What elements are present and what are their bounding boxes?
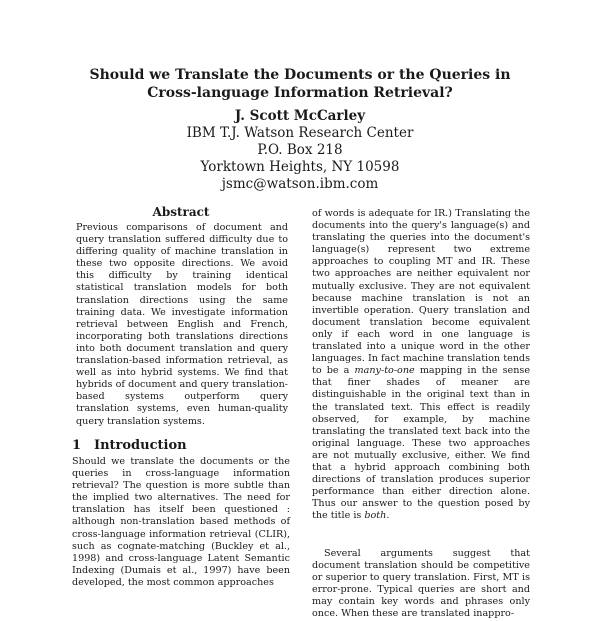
title-line-2: Cross-language Information Retrieval? [147,85,453,101]
abstract-text: Previous comparisons of document and query translation suffered difficulty due to differing quality of machine translation in these two opposite directions. We avoid this difficulty by training identical statistical translation models for both translation directions using the same training data. We investigate information retrieval between English and French, incorporating both translations directions into both document translation and query translation-based information retrieval, as well as into hybrid systems. We find that hybrids of document and query translation-based systems outperform query translation systems, even human-quality query translation systems. [76,222,288,427]
right-column-paragraph-2: Several arguments suggest that document translation should be competitive or superior to query translation. First, MT is error-prone. Typical queries are short and may contain key words and phrases only once. When these are translated inappro- [312,548,530,620]
paper-title [0,66,600,102]
intro-text: Should we translate the documents or the queries in cross-language information retrieval? The question is more subtle than the implied two alternatives. The need for translation has itself been questioned : although non-translation based methods of cross-language information retrieval (CLIR), such as cognate-matching (Buckley et al., 1998) and cross-language Latent Semantic Indexing (Dumais et al., 1997) have been developed, the most common approaches [72,456,290,588]
title-line-1: Should we Translate the Documents or the Queries in [89,67,511,83]
author-block [0,108,600,193]
intro-heading [72,438,290,454]
right-column-paragraph-1 [312,208,530,522]
section-title: Introduction [94,438,187,453]
author-email: jsmc@watson.ibm.com [221,176,379,192]
author-affiliation: IBM T.J. Watson Research Center [186,125,414,141]
right-emphasis-both: both [364,510,387,522]
abstract-heading: Abstract [152,205,210,219]
author-address-line-1: P.O. Box 218 [257,142,343,158]
right-emphasis-many-to-one: many-to-one [354,365,415,377]
section-number: 1 [72,438,82,453]
author-name: J. Scott McCarley [234,108,366,124]
right-text-middle: mapping in the sense that finer shades of meaner are distinguishable in the original text than in the translated text. This effect is readily observed, for example, by machine translating the translated text back into the original language. These two approaches are not mutually exclusive, either. We find that a hybrid approach combining both directions of translation produces superior performance than either direction alone. Thus our answer to the question posed by the title is [312,365,530,522]
right-text-before: of words is adequate for IR.) Translating the documents into the query's language(s) and translating the queries into the document's language(s) represent two extreme approaches to coupling MT and IR. These two approaches are neither equivalent nor mutually exclusive. They are not equivalent because machine translation is not an invertible operation. Query translation and document translation become equivalent only if each word in one language is translated into a unique word in the other languages. In fact machine translation tends to be a [312,208,530,377]
author-address-line-2: Yorktown Heights, NY 10598 [200,159,400,175]
right-text-after: . [386,510,390,522]
